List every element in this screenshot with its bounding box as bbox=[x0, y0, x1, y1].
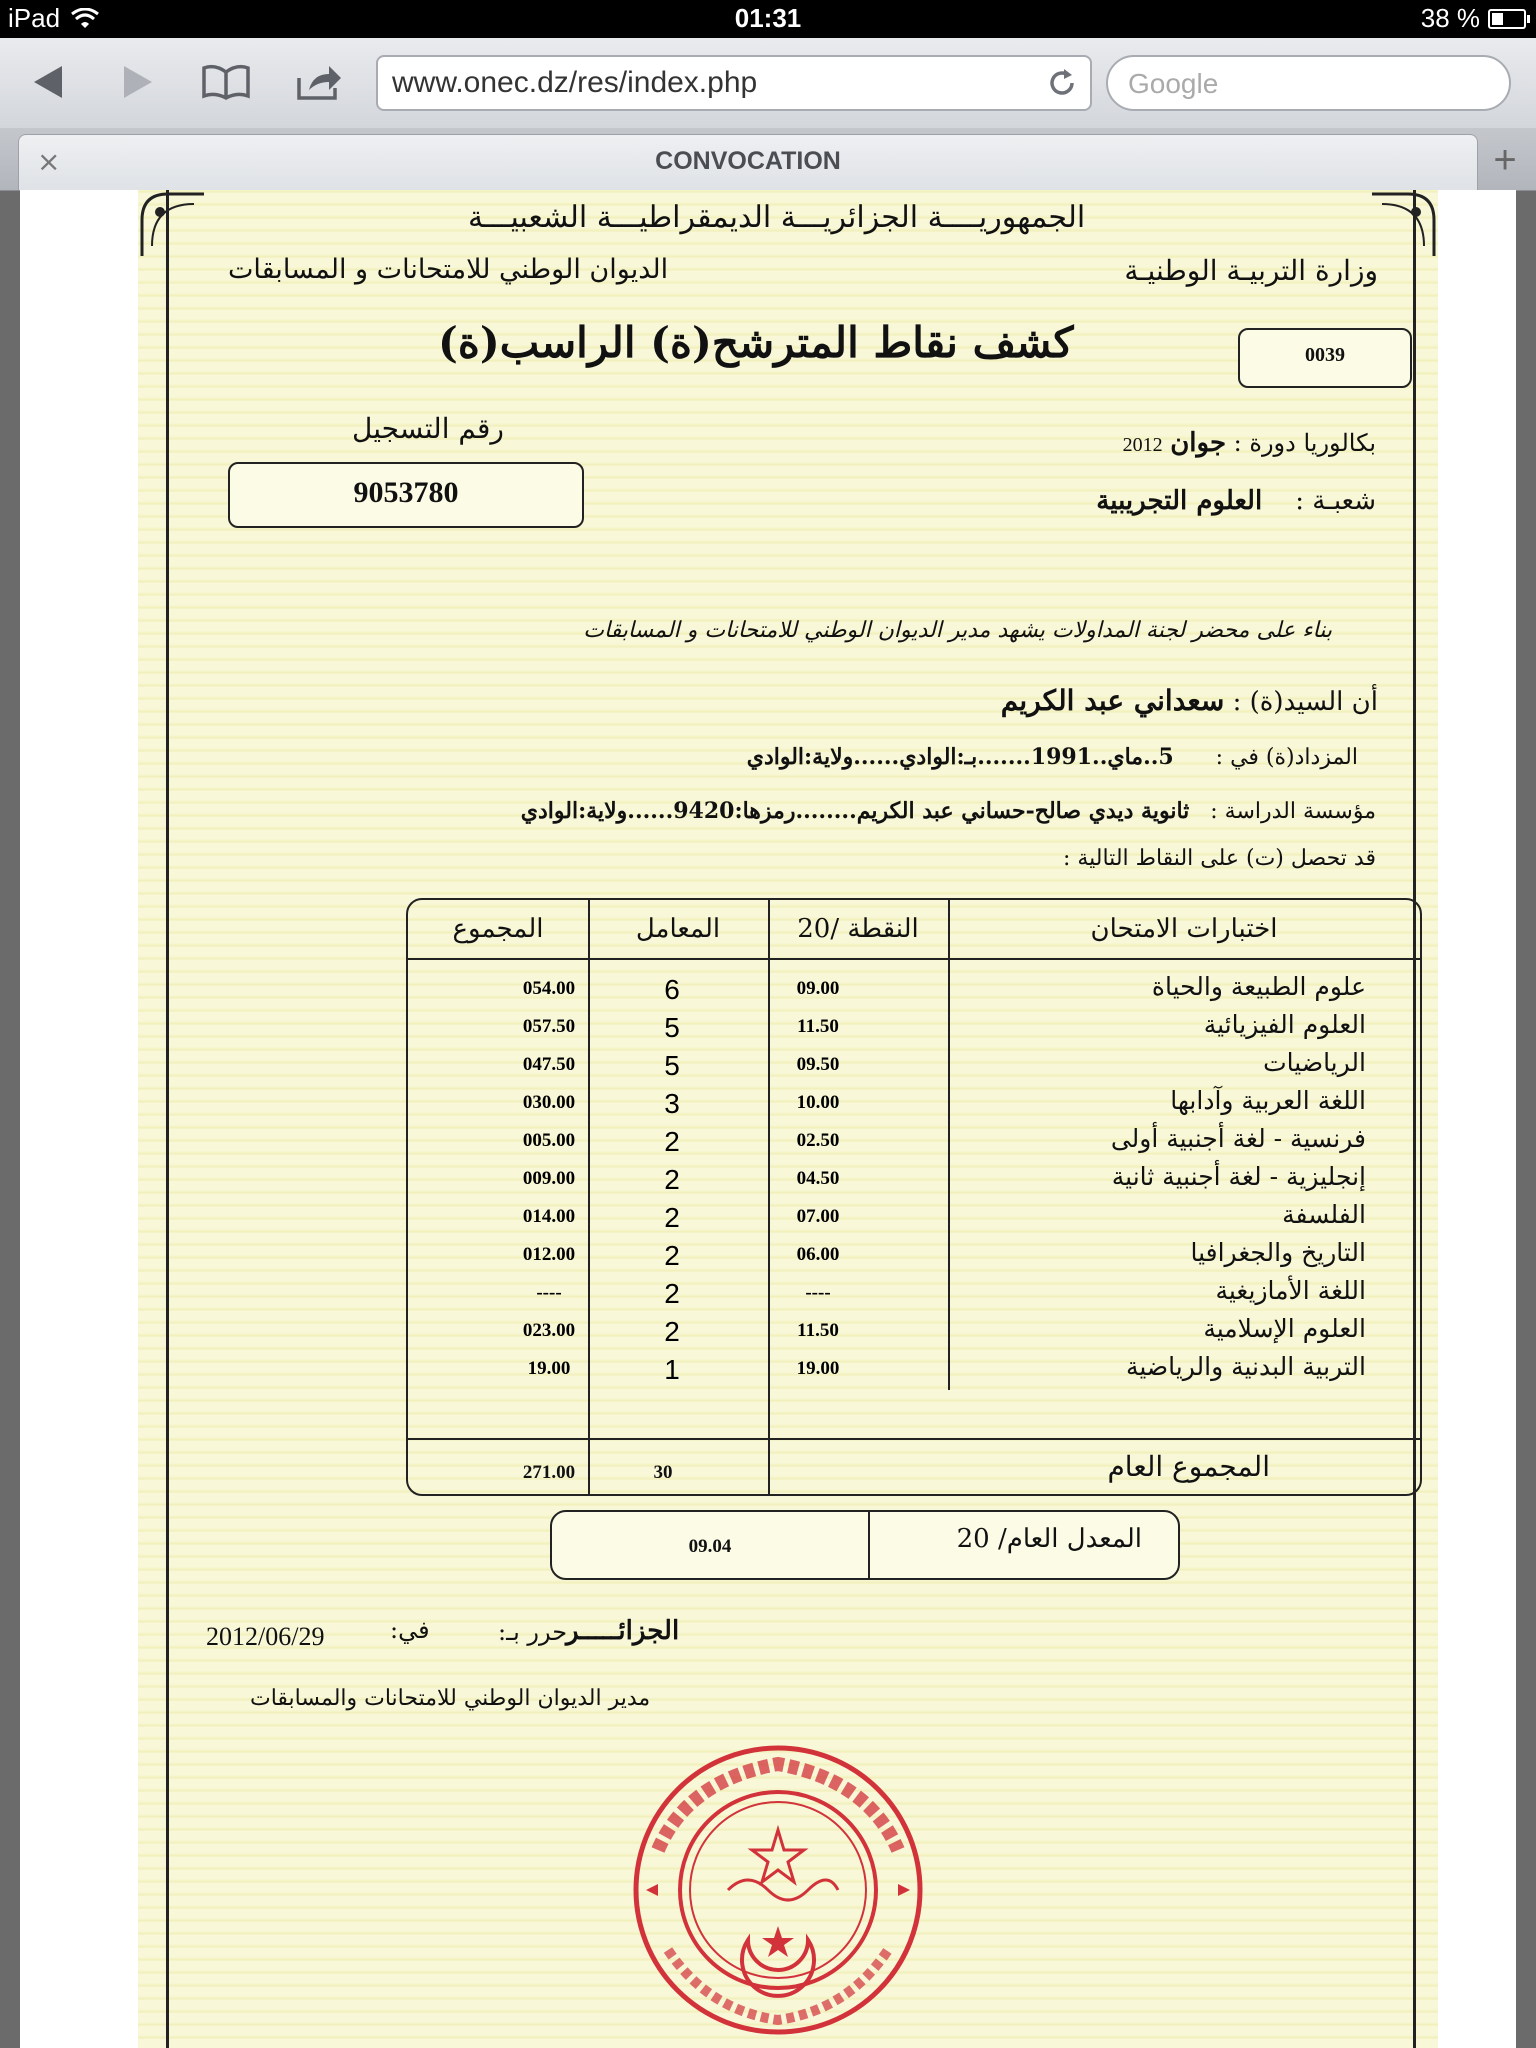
ministry-header: وزارة التربيـة الوطنيـة bbox=[1124, 254, 1378, 287]
table-row bbox=[408, 1048, 1420, 1086]
birth-label: المزداد(ة) في : bbox=[1215, 745, 1358, 770]
back-arrow-icon bbox=[30, 62, 66, 102]
corner-ornament-icon bbox=[138, 190, 208, 260]
tab-bar bbox=[0, 128, 1536, 191]
forward-button[interactable] bbox=[110, 56, 166, 108]
browser-toolbar bbox=[0, 38, 1536, 129]
branch-label: شعبـة : bbox=[1295, 486, 1376, 516]
birth-line bbox=[747, 744, 1358, 770]
table-divider bbox=[408, 1438, 1420, 1440]
total-cell: 054.00 bbox=[522, 978, 576, 999]
coef-cell: 6 bbox=[664, 974, 680, 1005]
average-value: 09.04 bbox=[688, 1536, 732, 1557]
coef-cell: 1 bbox=[664, 1354, 680, 1385]
battery-icon bbox=[1488, 9, 1526, 29]
table-divider bbox=[408, 958, 1420, 960]
clock: 01:31 bbox=[734, 3, 802, 33]
subject-name: الرياضيات bbox=[1263, 1048, 1366, 1077]
branch-value: العلوم التجريبية bbox=[1096, 486, 1263, 516]
share-icon bbox=[295, 62, 345, 102]
grade-cell: 11.50 bbox=[797, 1016, 839, 1037]
serial-number: 0039 bbox=[1305, 344, 1345, 366]
document-title: كشف نقاط المترشح(ة) الراسب(ة) bbox=[438, 318, 1074, 367]
birth-value: 5..ماي..1991.......بـ:الوادي......ولاية:الوادي bbox=[746, 744, 1174, 770]
grade-cell: 11.50 bbox=[797, 1320, 839, 1341]
school-line bbox=[521, 798, 1376, 824]
obtained-text: قد تحصل (ت) على النقاط التالية : bbox=[1062, 846, 1376, 871]
total-cell: 012.00 bbox=[522, 1244, 576, 1265]
table-row bbox=[408, 1200, 1420, 1238]
grades-table bbox=[406, 898, 1422, 1496]
grade-cell: ---- bbox=[805, 1282, 831, 1303]
header-total: المجموع bbox=[452, 914, 544, 944]
device-name: iPad bbox=[8, 3, 61, 33]
subject-name: علوم الطبيعة والحياة bbox=[1151, 972, 1366, 1001]
coef-cell: 2 bbox=[664, 1278, 680, 1309]
grade-cell: 09.00 bbox=[796, 978, 840, 999]
total-cell: 009.00 bbox=[522, 1168, 576, 1189]
written-at-value: الجزائـــــر bbox=[566, 1616, 680, 1646]
table-row bbox=[408, 1010, 1420, 1048]
grade-cell: 04.50 bbox=[796, 1168, 840, 1189]
coef-cell: 3 bbox=[664, 1088, 680, 1119]
forward-arrow-icon bbox=[120, 62, 156, 102]
grade-cell: 10.00 bbox=[796, 1092, 840, 1113]
session-label: بكالوريا دورة : bbox=[1233, 429, 1376, 457]
total-cell: 014.00 bbox=[522, 1206, 576, 1227]
coef-cell: 2 bbox=[664, 1240, 680, 1271]
header-coef: المعامل bbox=[635, 914, 721, 944]
coef-cell: 5 bbox=[664, 1050, 680, 1081]
corner-ornament-icon bbox=[1368, 190, 1438, 260]
url-text: www.onec.dz/res/index.php bbox=[392, 66, 758, 99]
search-input[interactable] bbox=[1126, 65, 1490, 103]
session-year: 2012 bbox=[1122, 434, 1163, 456]
grand-total-coef: 30 bbox=[653, 1462, 673, 1483]
total-cell: 023.00 bbox=[522, 1320, 576, 1341]
new-tab-button[interactable]: + bbox=[1493, 137, 1517, 182]
bookmarks-button[interactable] bbox=[198, 56, 254, 108]
serial-box bbox=[1238, 328, 1412, 388]
grand-total-label: المجموع العام bbox=[1107, 1450, 1270, 1483]
table-row bbox=[408, 1314, 1420, 1352]
subject-name: التربية البدنية والرياضية bbox=[1125, 1352, 1366, 1381]
total-cell: 057.50 bbox=[522, 1016, 576, 1037]
subject-name: إنجليزية - لغة أجنبية ثانية bbox=[1111, 1162, 1366, 1191]
date-label: في: bbox=[390, 1616, 430, 1644]
tab-convocation[interactable] bbox=[18, 134, 1478, 190]
table-row bbox=[408, 1162, 1420, 1200]
search-bar[interactable] bbox=[1106, 55, 1511, 111]
coef-cell: 2 bbox=[664, 1164, 680, 1195]
grade-cell: 07.00 bbox=[796, 1206, 840, 1227]
coef-cell: 2 bbox=[664, 1202, 680, 1233]
registration-label: رقم التسجيل bbox=[352, 412, 504, 445]
candidate-label: أن السيد(ة) : bbox=[1232, 687, 1378, 717]
total-cell: ---- bbox=[536, 1282, 562, 1303]
grade-cell: 19.00 bbox=[796, 1358, 840, 1379]
header-grade: النقطة /20 bbox=[797, 914, 919, 944]
total-cell: 19.00 bbox=[527, 1358, 571, 1379]
battery-fill bbox=[1492, 13, 1503, 25]
back-button[interactable] bbox=[20, 56, 76, 108]
coef-cell: 2 bbox=[664, 1316, 680, 1347]
grade-cell: 09.50 bbox=[796, 1054, 840, 1075]
candidate-name: سعداني عبد الكريم bbox=[1000, 684, 1225, 717]
reload-icon[interactable] bbox=[1044, 65, 1080, 101]
candidate-line bbox=[1001, 684, 1378, 717]
subject-name: العلوم الفيزيائية bbox=[1203, 1010, 1366, 1039]
coef-cell: 2 bbox=[664, 1126, 680, 1157]
branch-line bbox=[1096, 486, 1376, 516]
subject-name: اللغة الأمازيغية bbox=[1215, 1276, 1366, 1305]
date-value: 2012/06/29 bbox=[206, 1622, 325, 1651]
tab-title: CONVOCATION bbox=[655, 147, 841, 175]
average-label: المعدل العام/ 20 bbox=[956, 1524, 1142, 1554]
table-row bbox=[408, 972, 1420, 1010]
session-line bbox=[1123, 428, 1376, 458]
signatory: مدير الديوان الوطني للامتحانات والمسابقات bbox=[250, 1686, 651, 1711]
school-label: مؤسسة الدراسة : bbox=[1210, 799, 1376, 824]
share-button[interactable] bbox=[292, 56, 348, 108]
subject-name: اللغة العربية وآدابها bbox=[1170, 1086, 1366, 1115]
office-header: الديوان الوطني للامتحانات و المسابقات bbox=[228, 254, 669, 285]
total-cell: 030.00 bbox=[522, 1092, 576, 1113]
status-bar bbox=[0, 0, 1536, 38]
table-row bbox=[408, 1238, 1420, 1276]
subject-name: التاريخ والجغرافيا bbox=[1190, 1238, 1366, 1267]
written-at-label: حرر بـ: bbox=[498, 1618, 568, 1646]
subject-name: فرنسية - لغة أجنبية أولى bbox=[1110, 1124, 1366, 1153]
results-document bbox=[138, 190, 1438, 2048]
book-icon bbox=[201, 64, 251, 100]
registration-number: 9053780 bbox=[353, 476, 459, 509]
subject-name: العلوم الإسلامية bbox=[1203, 1314, 1366, 1343]
table-row bbox=[408, 1086, 1420, 1124]
total-cell: 005.00 bbox=[522, 1130, 576, 1151]
close-tab-icon[interactable]: × bbox=[37, 145, 61, 178]
page-content bbox=[20, 190, 1516, 2048]
school-value: ثانوية ديدي صالح-حساني عبد الكريم........رمزها:9420......ولاية:الوادي bbox=[520, 798, 1190, 824]
coef-cell: 5 bbox=[664, 1012, 680, 1043]
grade-cell: 06.00 bbox=[796, 1244, 840, 1265]
official-seal-icon bbox=[628, 1740, 928, 2040]
subject-name: الفلسفة bbox=[1282, 1200, 1366, 1229]
grand-total: 271.00 bbox=[522, 1462, 576, 1483]
registration-box bbox=[228, 462, 584, 528]
session-value: جوان bbox=[1170, 428, 1227, 458]
battery-percent: 38 % bbox=[1420, 3, 1480, 33]
republic-header: الجمهوريــــة الجزائريـــة الديمقراطيـــة الشعبيـــة bbox=[468, 200, 1086, 235]
table-row bbox=[408, 1352, 1420, 1390]
total-cell: 047.50 bbox=[522, 1054, 576, 1075]
header-subject: اختبارات الامتحان bbox=[1090, 914, 1278, 944]
statement-text: بناء على محضر لجنة المداولات يشهد مدير الديوان الوطني للامتحانات و المسابقات bbox=[583, 618, 1332, 643]
average-divider bbox=[868, 1512, 870, 1578]
address-bar[interactable] bbox=[376, 55, 1092, 111]
average-box bbox=[550, 1510, 1180, 1580]
grade-cell: 02.50 bbox=[796, 1130, 840, 1151]
table-row bbox=[408, 1124, 1420, 1162]
table-row bbox=[408, 1276, 1420, 1314]
